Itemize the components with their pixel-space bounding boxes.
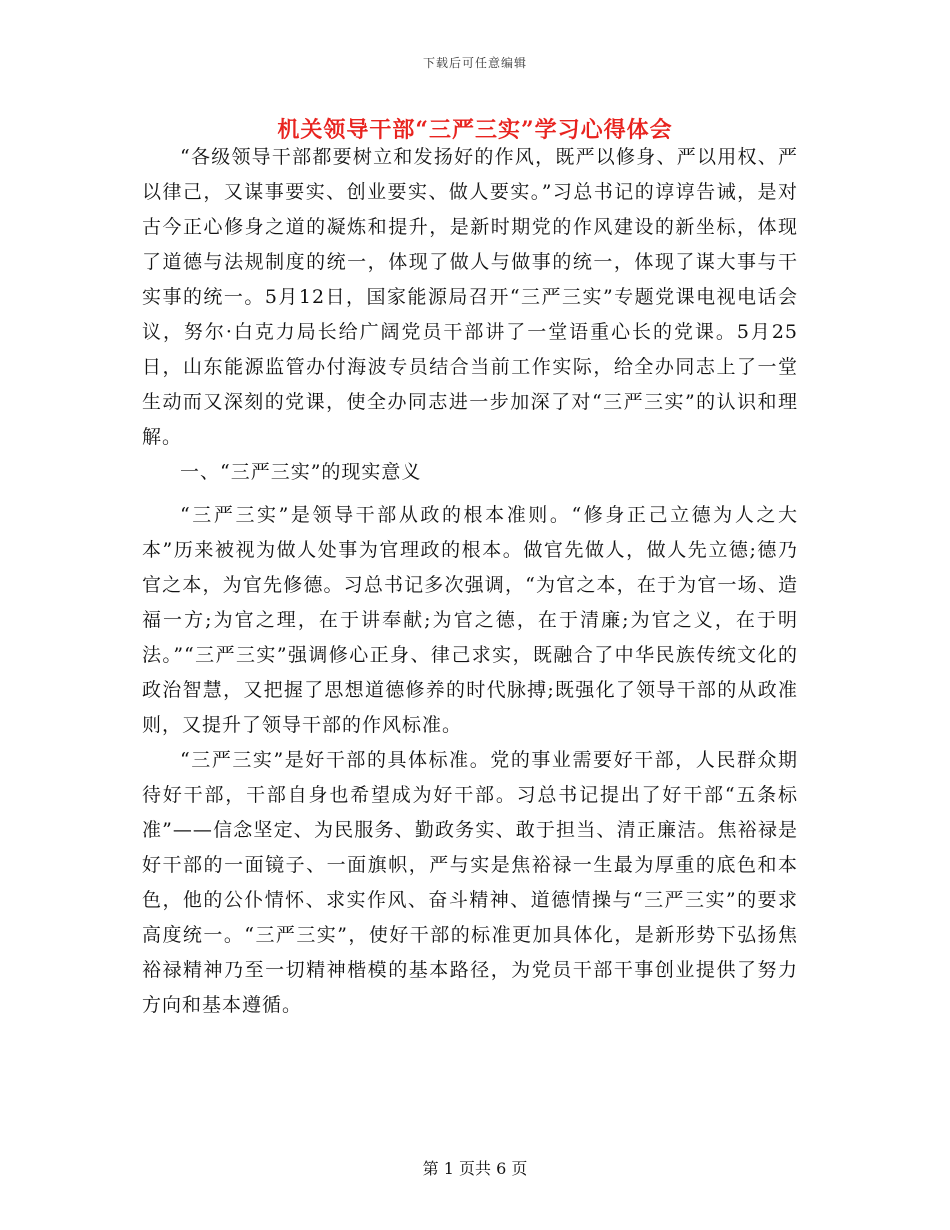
- body-paragraph-3: “三严三实”是好干部的具体标准。党的事业需要好干部，人民群众期待好干部，干部自身也希望成为好干部。习总书记提出了好干部“五条标准”——信念坚定、为民服务、勤政务实、敢于担当、清正廉洁。焦裕禄是好干部的一面镜子、一面旗帜，严与实是焦裕禄一生最为厚重的底色和本色，他的公仆情怀、求实作风、奋斗精神、道德情操与“三严三实”的要求高度统一。“三严三实”，使好干部的标准更加具体化，是新形势下弘扬焦裕禄精神乃至一切精神楷模的基本路径，为党员干部干事创业提供了努力方向和基本遵循。: [142, 749, 798, 1016]
- body-paragraph-1: “各级领导干部都要树立和发扬好的作风，既严以修身、严以用权、严以律己，又谋事要实、创业要实、做人要实。”习总书记的谆谆告诫，是对古今正心修身之道的凝炼和提升，是新时期党的作风建设的新坐标，体现了道德与法规制度的统一，体现了做人与做事的统一，体现了谋大事与干实事的统一。5月12日，国家能源局召开“三严三实”专题党课电视电话会议，努尔·白克力局长给广阔党员干部讲了一堂语重心长的党课。5月25日，山东能源监管办付海波专员结合当前工作实际，给全办同志上了一堂生动而又深刻的党课，使全办同志进一步加深了对“三严三实”的认识和理解。: [142, 146, 798, 448]
- document-body: [142, 140, 798, 1023]
- page-header-note: 下载后可任意编辑: [422, 56, 527, 70]
- document-title: 机关领导干部“三严三实”学习心得体会: [277, 117, 673, 143]
- section-heading-1: 一、“三严三实”的现实意义: [180, 461, 422, 483]
- body-paragraph-2: “三严三实”是领导干部从政的根本准则。“修身正己立德为人之大本”历来被视为做人处事为官理政的根本。做官先做人，做人先立德;德乃官之本，为官先修德。习总书记多次强调，“为官之本，在于为官一场、造福一方;为官之理，在于讲奉献;为官之德，在于清廉;为官之义，在于明法。”“三严三实”强调修心正身、律己求实，既融合了中华民族传统文化的政治智慧，又把握了思想道德修养的时代脉搏;既强化了领导干部的从政准则，又提升了领导干部的作风标准。: [142, 504, 798, 736]
- page-number: 第 1 页共 6 页: [422, 1159, 528, 1178]
